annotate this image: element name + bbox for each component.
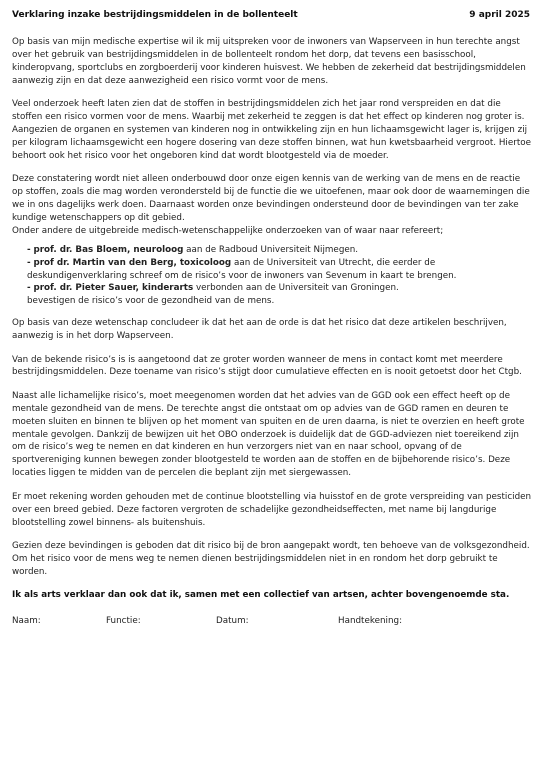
paragraph-expertise — [12, 173, 532, 238]
paragraph-cumulative: Van de bekende risico’s is is aangetoond dat ze groter worden wanneer de mens in contact komt met meerdere bestrijdingsmiddelen. Deze toename van risico’s stijgt door cumulatieve effecten en is nooit getoetst door het Ctgb. — [12, 354, 522, 378]
expert-list — [12, 244, 532, 309]
expert-detail: verbonden aan de Universiteit van Groningen. — [193, 283, 399, 294]
expertise-text: Deze constatering wordt niet alleen onderbouwd door onze eigen kennis van de werking van de mens en de reactie op stoffen, zoals die mag worden verondersteld bij de functie die we uitoefenen, maar ook door de waarnemingen die we in ons dagelijks werk doen. Daarnaast worden onze bevindingen ondersteund door de bevindingen van ter zake kundige wetenschappers op dit gebied. — [12, 174, 530, 223]
list-item — [27, 257, 532, 283]
paragraph-conclusion: Op basis van deze wetenschap concludeer ik dat het aan de orde is dat het risico dat deze artikelen beschrijven, aanwezig is in het dorp Wapserveen. — [12, 318, 507, 342]
list-bullet: - — [27, 283, 31, 294]
declaration: Ik als arts verklaar dan ook dat ik, samen met een collectief van artsen, achter bovengenoemde sta. — [12, 590, 510, 601]
document-title: Verklaring inzake bestrijdingsmiddelen in de bollenteelt — [12, 10, 298, 20]
paragraph-intro: Op basis van mijn medische expertise wil ik mij uitspreken voor de inwoners van Wapserveen in hun terechte angst over het gebruik van bestrijdingsmiddelen in de bollenteelt rondom het dorp, dat tevens een basisschool, kinderopvang, sportclubs en zorgboerderij voor kinderen huisvest. We hebben de zekerheid dat bestrijdingsmiddelen aanwezig zijn en dat deze aanwezigheid een risico vormt voor de mens. — [12, 37, 526, 86]
expert-name: prof. dr. Pieter Sauer, kinderarts — [33, 283, 194, 294]
list-item — [27, 244, 532, 257]
name-field-label: Naam: — [12, 616, 41, 627]
list-item — [27, 282, 532, 308]
document-header — [12, 9, 532, 21]
expert-detail: aan de Universiteit van Utrecht, die eerder de deskundigenverklaring schreef om de risico’s voor de inwoners van Sevenum in kaart te brengen. — [27, 257, 457, 281]
expertise-reference-line: Onder andere de uitgebreide medisch-wetenschappelijke onderzoeken van of waar naar refereert; — [12, 225, 444, 236]
paragraph-exposure: Er moet rekening worden gehouden met de continue blootstelling via huisstof en de grote verspreiding van pesticiden over een breed gebied. Deze factoren vergroten de schadelijke gezondheidseffecten, met name bij langdurige blootstelling zowel binnens- als buitenshuis. — [12, 491, 532, 528]
document-date: 9 april 2025 — [469, 10, 530, 20]
list-bullet: - — [27, 257, 31, 268]
expert-name: prof. dr. Bas Bloem, neuroloog — [33, 244, 184, 255]
signature-field-label: Handtekening: — [338, 616, 403, 627]
expert-detail: aan de Radboud Universiteit Nijmegen. — [183, 244, 359, 255]
paragraph-recommendation: Gezien deze bevindingen is geboden dat dit risico bij de bron aangepakt wordt, ten behoeve van de volksgezondheid. Om het risico voor de mens weg te nemen dienen bestrijdingsmiddelen niet in en rondom het dorp gebruikt te worden. — [12, 540, 530, 577]
expert-name: prof dr. Martin van den Berg, toxicoloog — [33, 257, 232, 268]
paragraph-research: Veel onderzoek heeft laten zien dat de stoffen in bestrijdingsmiddelen zich het jaar rond verspreiden en dat die stoffen een risico vormen voor de mens. Waarbij met zekerheid te zeggen is dat het effect op kinderen nog groter is. Aangezien de organen en systemen van kinderen nog in ontwikkeling zijn en hun lichaamsgewicht lager is, krijgen zij per kilogram lichaamsgewicht een hogere dosering van deze stoffen binnen, wat hun kwetsbaarheid vergroot. Hiertoe behoort ook het risico voor het ongeboren kind dat wordt blootgesteld via de moeder. — [12, 99, 531, 161]
function-field-label: Functie: — [106, 616, 141, 627]
experts-outro: bevestigen de risico’s voor de gezondheid van de mens. — [27, 296, 275, 307]
paragraph-mental-health: Naast alle lichamelijke risico’s, moet meegenomen worden dat het advies van de GGD ook een effect heeft op de mentale gezondheid van de mens. De terechte angst die ontstaat om op advies van de GGD ramen en deuren te moeten sluiten en binnen te blijven op het moment van spuiten en de uren daarna, is niet te overzien en heeft grote mentale gevolgen. Dankzij de bewijzen uit het OBO onderzoek is duidelijk dat de GGD-adviezen niet toereikend zijn om de risico’s weg te nemen en dat kinderen en hun verzorgers niet van en naar school, opvang of de sportvereniging kunnen bewegen zonder blootgesteld te worden aan de stoffen en de bijbehorende risico’s. Deze locaties liggen te midden van de percelen die beplant zijn met siergewassen. — [12, 390, 525, 479]
list-bullet: - — [27, 244, 31, 255]
signature-fields — [12, 615, 532, 628]
date-field-label: Datum: — [216, 616, 249, 627]
